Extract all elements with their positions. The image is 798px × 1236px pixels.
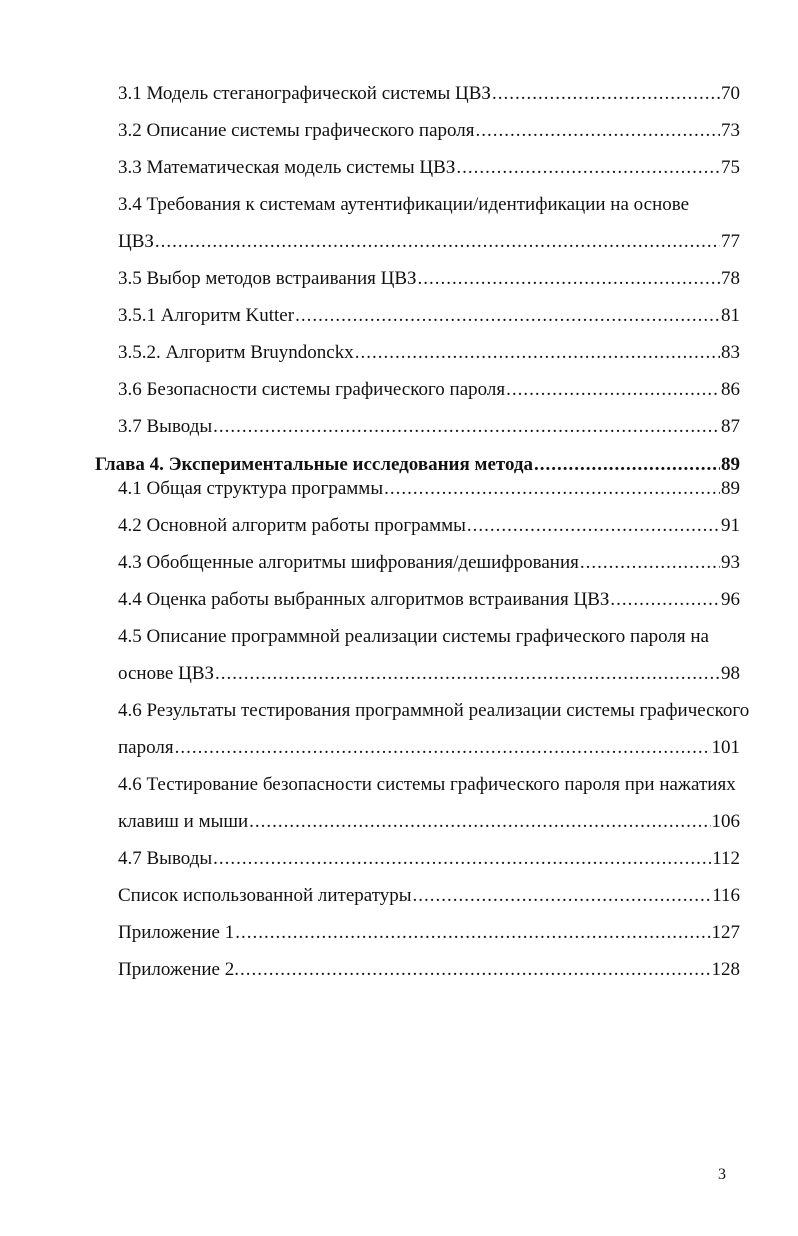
toc-entry-title-line1: 4.5 Описание программной реализации системы графического пароля на bbox=[118, 626, 709, 647]
toc-entry-page: 83 bbox=[721, 342, 740, 363]
toc-entry bbox=[118, 156, 740, 180]
toc-entry-title: 3.6 Безопасности системы графического пароля bbox=[118, 379, 506, 400]
dot-leader bbox=[413, 884, 712, 908]
toc-entry-title: 4.1 Общая структура программы bbox=[118, 478, 384, 499]
toc-entry bbox=[118, 82, 740, 106]
toc-chapter-entry bbox=[95, 453, 740, 477]
toc-entry-title: 3.1 Модель стеганографической системы ЦВЗ bbox=[118, 83, 491, 104]
toc-entry-title: 3.5.1 Алгоритм Kutter bbox=[118, 305, 295, 326]
dot-leader bbox=[355, 341, 720, 365]
toc-entry-page: 89 bbox=[721, 478, 740, 499]
toc-entry bbox=[118, 884, 740, 908]
toc-entry bbox=[118, 304, 740, 328]
toc-entry-title: Глава 4. Экспериментальные исследования метода bbox=[95, 454, 534, 475]
dot-leader bbox=[506, 378, 720, 402]
toc-entry-title: 3.3 Математическая модель системы ЦВЗ bbox=[118, 157, 456, 178]
page-number: 3 bbox=[718, 1166, 726, 1183]
toc-entry-page: 75 bbox=[721, 157, 740, 178]
toc-entry-title: Список использованной литературы bbox=[118, 885, 412, 906]
dot-leader bbox=[492, 82, 720, 106]
toc-entry-title: клавиш и мыши bbox=[118, 811, 249, 832]
dot-leader bbox=[175, 736, 711, 760]
dot-leader bbox=[467, 514, 720, 538]
toc-entry bbox=[118, 119, 740, 143]
dot-leader bbox=[235, 921, 710, 945]
toc-entry-title-line1: 3.4 Требования к системам аутентификации/идентификации на основе bbox=[118, 194, 690, 215]
toc-entry bbox=[118, 810, 740, 834]
toc-entry-page: 87 bbox=[721, 416, 740, 437]
toc-entry-title: пароля bbox=[118, 737, 174, 758]
toc-entry-page: 106 bbox=[711, 811, 740, 832]
dot-leader bbox=[213, 847, 711, 871]
dot-leader bbox=[213, 415, 720, 439]
toc-entry-title: основе ЦВЗ bbox=[118, 663, 215, 684]
toc-entry-title-line1: 4.6 Результаты тестирования программной реализации системы графического bbox=[118, 700, 750, 721]
toc-entry-title-line1: 4.6 Тестирование безопасности системы графического пароля при нажатиях bbox=[118, 774, 736, 795]
toc-entry-title: 3.5 Выбор методов встраивания ЦВЗ bbox=[118, 268, 417, 289]
toc-entry-title: ЦВЗ bbox=[118, 231, 154, 252]
dot-leader bbox=[215, 662, 720, 686]
toc-entry-page: 91 bbox=[721, 515, 740, 536]
dot-leader bbox=[384, 477, 720, 501]
toc-entry bbox=[118, 230, 740, 254]
toc-entry-page: 112 bbox=[712, 848, 740, 869]
toc-entry bbox=[118, 958, 740, 982]
toc-entry bbox=[118, 847, 740, 871]
toc-entry-page: 86 bbox=[721, 379, 740, 400]
dot-leader bbox=[295, 304, 720, 328]
toc-entry-title: 4.4 Оценка работы выбранных алгоритмов встраивания ЦВЗ bbox=[118, 589, 610, 610]
toc-entry-title: 4.7 Выводы bbox=[118, 848, 213, 869]
toc-entry-page: 73 bbox=[721, 120, 740, 141]
toc-entry-title: 3.5.2. Алгоритм Bruyndonckx bbox=[118, 342, 354, 363]
toc-entry-title: 4.2 Основной алгоритм работы программы bbox=[118, 515, 466, 536]
dot-leader bbox=[249, 810, 710, 834]
toc-entry-title: 3.7 Выводы bbox=[118, 416, 213, 437]
toc-entry-page: 70 bbox=[721, 83, 740, 104]
toc-entry bbox=[118, 588, 740, 612]
toc-entry-page: 128 bbox=[711, 959, 740, 980]
toc-entry bbox=[118, 551, 740, 575]
toc-entry-title: Приложение 2. bbox=[118, 959, 239, 980]
toc-entry-page: 116 bbox=[712, 885, 740, 906]
dot-leader bbox=[155, 230, 720, 254]
toc-entry bbox=[118, 921, 740, 945]
dot-leader bbox=[456, 156, 720, 180]
dot-leader bbox=[580, 551, 720, 575]
toc-entry bbox=[118, 415, 740, 439]
toc-entry-page: 89 bbox=[721, 454, 740, 475]
dot-leader bbox=[476, 119, 721, 143]
toc-entry-page: 96 bbox=[721, 589, 740, 610]
toc-entry bbox=[118, 378, 740, 402]
toc-entry-page: 127 bbox=[711, 922, 740, 943]
toc-entry-page: 78 bbox=[721, 268, 740, 289]
toc-entry bbox=[118, 662, 740, 686]
toc-entry-page: 93 bbox=[721, 552, 740, 573]
toc-entry-title: Приложение 1 bbox=[118, 922, 235, 943]
toc-entry-title: 4.3 Обобщенные алгоритмы шифрования/дешифрования bbox=[118, 552, 579, 573]
toc-entry-page: 77 bbox=[721, 231, 740, 252]
toc-entry bbox=[118, 736, 740, 760]
toc-entry bbox=[118, 267, 740, 291]
toc-entry bbox=[118, 341, 740, 365]
dot-leader bbox=[240, 958, 711, 982]
toc-entry-page: 101 bbox=[711, 737, 740, 758]
dot-leader bbox=[610, 588, 720, 612]
toc-entry-page: 81 bbox=[721, 305, 740, 326]
dot-leader bbox=[534, 453, 720, 477]
dot-leader bbox=[418, 267, 720, 291]
toc-entry-title: 3.2 Описание системы графического пароля bbox=[118, 120, 475, 141]
toc-entry-page: 98 bbox=[721, 663, 740, 684]
toc-entry bbox=[118, 514, 740, 538]
toc-entry bbox=[118, 477, 740, 501]
